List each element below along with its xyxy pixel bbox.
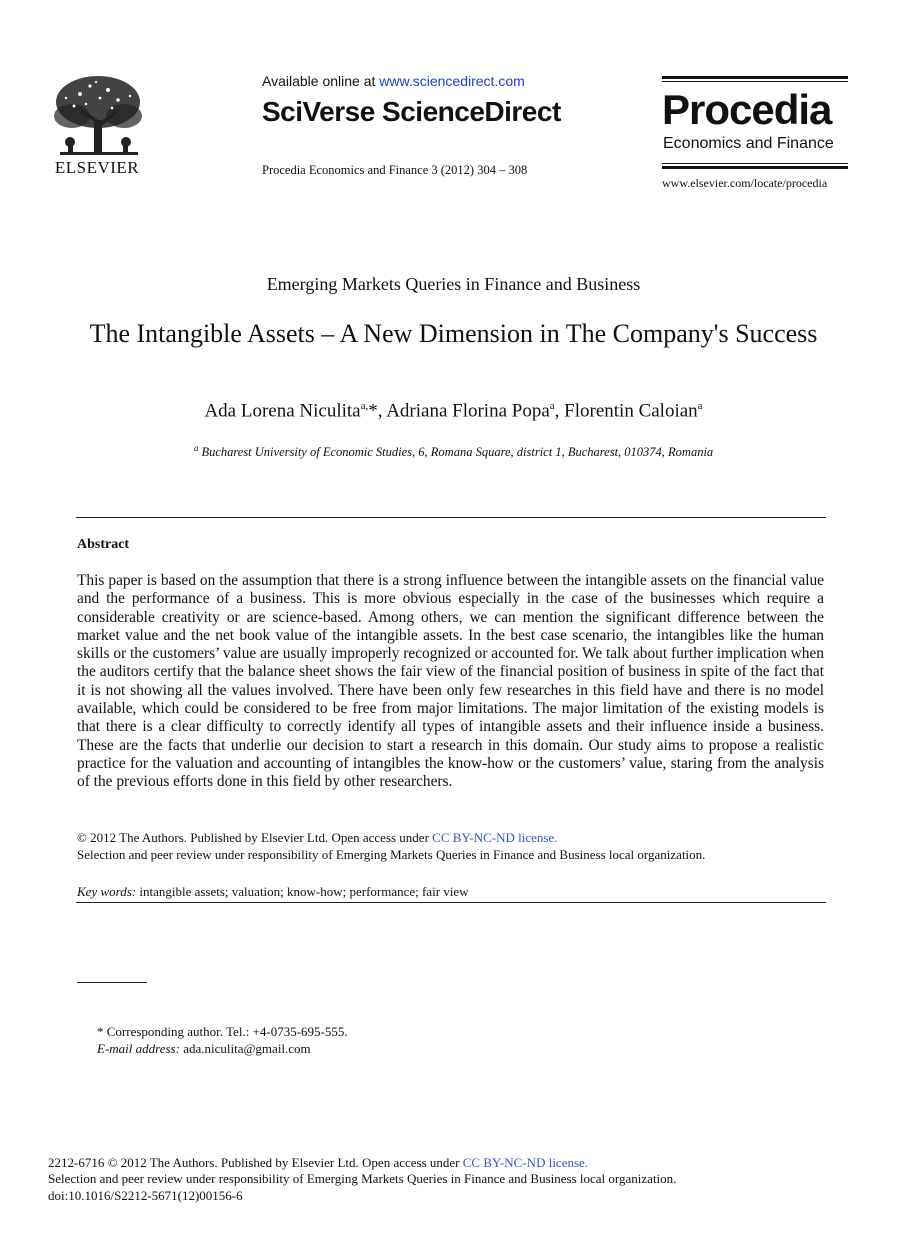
author-affiliation-mark: a, <box>360 400 369 412</box>
journal-citation: Procedia Economics and Finance 3 (2012) 304 – 308 <box>262 163 528 177</box>
author-list <box>0 400 907 422</box>
affiliation-text: Bucharest University of Economic Studies, 6, Romana Square, district 1, Bucharest, 010374, Romania <box>198 445 714 460</box>
platform-name: SciVerse ScienceDirect <box>262 96 561 127</box>
publisher-name: ELSEVIER <box>54 158 140 177</box>
author-mark: , <box>554 400 560 422</box>
keywords-line <box>77 884 469 900</box>
journal-top-rule <box>662 76 848 82</box>
abstract-top-rule <box>76 517 826 518</box>
author-name: Florentin Caloian <box>564 400 698 422</box>
copyright-text: © 2012 The Authors. Published by Elsevier Ltd. Open access under <box>77 830 433 845</box>
footer-license-text: 2212-6716 © 2012 The Authors. Published by Elsevier Ltd. Open access under <box>48 1155 463 1170</box>
author-name: Adriana Florina Popa <box>386 400 550 422</box>
keywords-text: intangible assets; valuation; know-how; performance; fair view <box>136 884 469 899</box>
availability-prefix: Available online at <box>262 73 380 89</box>
keywords-bottom-rule <box>76 902 826 903</box>
paper-title: The Intangible Assets – A New Dimension in The Company's Success <box>89 319 818 348</box>
sciencedirect-link[interactable]: www.sciencedirect.com <box>379 73 525 89</box>
author-affiliation-mark: a <box>549 400 555 412</box>
footer-doi[interactable]: doi:10.1016/S2212-5671(12)00156-6 <box>48 1188 243 1203</box>
journal-title: Procedia <box>662 86 832 133</box>
copyright-line <box>77 830 557 846</box>
author-affiliation-mark: a <box>697 400 703 412</box>
footer-license-line <box>48 1155 588 1171</box>
journal-url-link[interactable]: www.elsevier.com/locate/procedia <box>662 176 828 190</box>
email-line <box>97 1041 311 1057</box>
journal-subtitle: Economics and Finance <box>663 135 834 152</box>
footnote-rule <box>77 982 147 983</box>
corresponding-author: * Corresponding author. Tel.: +4-0735-695-555. <box>97 1024 348 1039</box>
conference-name: Emerging Markets Queries in Finance and Business <box>266 274 641 294</box>
author-mark: *, <box>368 400 383 422</box>
affiliation-mark: a <box>193 443 199 453</box>
author-name: Ada Lorena Niculita <box>204 400 361 422</box>
abstract-heading: Abstract <box>77 537 130 552</box>
peer-review-note: Selection and peer review under responsibility of Emerging Markets Queries in Finance and Business local organization. <box>77 847 706 862</box>
keywords-label: Key words: <box>77 884 137 899</box>
availability-line <box>262 73 525 89</box>
footer-license-link[interactable]: CC BY-NC-ND license. <box>462 1155 589 1170</box>
affiliation <box>0 443 907 460</box>
journal-bottom-rule <box>662 163 848 169</box>
abstract-body: This paper is based on the assumption that there is a strong influence between the intangible assets on the financial value and the performance of a business. This is more obvious especially in the case of the businesses which require a considerable creativity or are science-based. Among others, we can mention the significant difference between the market value and the net book value of the intangible assets. In the best case scenario, the intangibles like the human skills or the customers’ value are usually improperly recognized or accounted for. We talk about further implication when the auditors certify that the balance sheet shows the fair view of the financial position of business in spite of the fact that it is not showing all the values involved. There have been only few researches in this field have and there is no model available, which could be considered to be free from major limitations. The major limitation of the existing models is that there is a clear difficulty to correctly identify all types of intangible assets and their influence inside a business. These are the facts that underlie our decision to start a research in this domain. Our study aims to propose a realistic practice for the valuation and accounting of intangibles the know-how or the customers’ value, staring from the analysis of the previous efforts done in this field by other researchers. <box>77 572 824 791</box>
email-address[interactable]: ada.niculita@gmail.com <box>179 1041 311 1056</box>
email-label: E-mail address: <box>97 1041 180 1056</box>
license-link[interactable]: CC BY-NC-ND license. <box>432 830 558 845</box>
footer-peer-review: Selection and peer review under responsibility of Emerging Markets Queries in Finance and Business local organization. <box>48 1171 677 1186</box>
